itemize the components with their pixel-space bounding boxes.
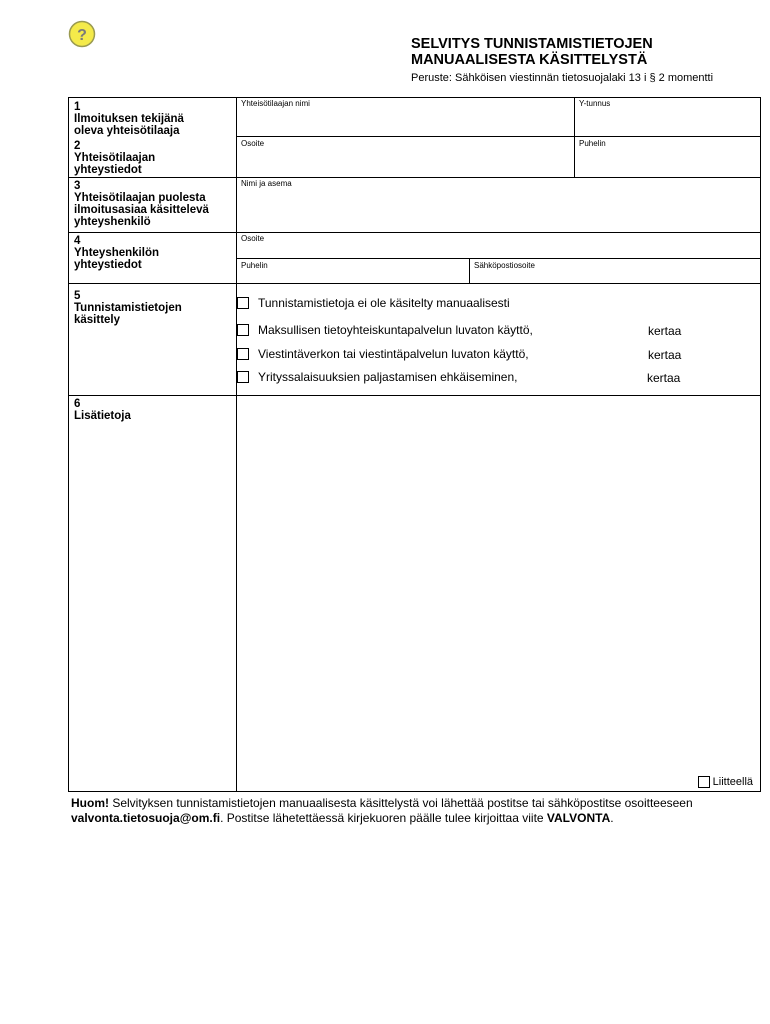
checkbox[interactable]	[237, 324, 249, 336]
note-email[interactable]: valvonta.tietosuoja@om.fi	[71, 811, 221, 825]
checkbox[interactable]	[237, 371, 249, 383]
contact-phone-field[interactable]: Puhelin	[241, 261, 268, 270]
note-text: .	[610, 811, 614, 825]
option-label: Tunnistamistietoja ei ole käsitelty manuaalisesti	[258, 296, 510, 310]
checkbox[interactable]	[237, 297, 249, 309]
note-reference: VALVONTA	[546, 811, 611, 825]
address-field[interactable]: Osoite	[241, 139, 265, 148]
page-title	[411, 36, 653, 68]
section-6-label: 6 Lisätietoja	[74, 398, 131, 422]
attachments-checkbox[interactable]	[698, 776, 753, 788]
note-lead: Huom!	[71, 796, 109, 810]
option-paid-service-misuse[interactable]	[237, 323, 533, 337]
help-icon[interactable]	[68, 20, 96, 48]
section-1-label: 1 Ilmoituksen tekijänä oleva yhteisötilaaja	[74, 101, 184, 137]
times-label: kertaa	[648, 348, 682, 362]
checkbox[interactable]	[698, 776, 710, 788]
times-label: kertaa	[647, 371, 681, 385]
contact-email-field[interactable]: Sähköpostiosoite	[474, 261, 535, 270]
notification-form	[68, 97, 761, 792]
option-network-misuse[interactable]	[237, 347, 529, 361]
contact-address-field[interactable]: Osoite	[241, 234, 265, 243]
note-text: . Postitse lähetettäessä kirjekuoren päälle tulee kirjoittaa viite	[220, 811, 547, 825]
svg-text:?: ?	[77, 27, 87, 44]
footer-note	[71, 796, 711, 826]
option-not-processed[interactable]	[237, 296, 510, 310]
section-3-label: 3 Yhteisötilaajan puolesta ilmoitusasiaa käsittelevä yhteyshenkilö	[74, 180, 209, 228]
legal-basis: Peruste: Sähköisen viestinnän tietosuojalaki 13 i § 2 momentti	[411, 72, 714, 84]
section-5-label: 5 Tunnistamistietojen käsittely	[74, 290, 182, 326]
option-label: Maksullisen tietoyhteiskuntapalvelun luvaton käyttö,	[258, 323, 533, 337]
phone-field[interactable]: Puhelin	[579, 139, 606, 148]
option-trade-secret-prevention[interactable]	[237, 370, 517, 384]
additional-info-textarea[interactable]	[237, 396, 761, 790]
title-line-1: SELVITYS TUNNISTAMISTIETOJEN	[411, 36, 653, 52]
checkbox[interactable]	[237, 348, 249, 360]
name-position-field[interactable]: Nimi ja asema	[241, 179, 292, 188]
note-text: Selvityksen tunnistamistietojen manuaalisesta käsittelystä voi lähettää postitse tai sähköpostitse osoitteeseen	[109, 796, 693, 810]
section-2-label: 2 Yhteisötilaajan yhteystiedot	[74, 140, 156, 176]
business-id-field[interactable]: Y-tunnus	[579, 99, 611, 108]
times-label: kertaa	[648, 324, 682, 338]
attachments-label: Liitteellä	[712, 776, 753, 788]
subscriber-name-field[interactable]: Yhteisötilaajan nimi	[241, 99, 310, 108]
section-4-label: 4 Yhteyshenkilön yhteystiedot	[74, 235, 159, 271]
option-label: Yrityssalaisuuksien paljastamisen ehkäiseminen,	[258, 370, 518, 384]
title-line-2: MANUAALISESTA KÄSITTELYSTÄ	[411, 52, 648, 68]
option-label: Viestintäverkon tai viestintäpalvelun luvaton käyttö,	[258, 347, 529, 361]
